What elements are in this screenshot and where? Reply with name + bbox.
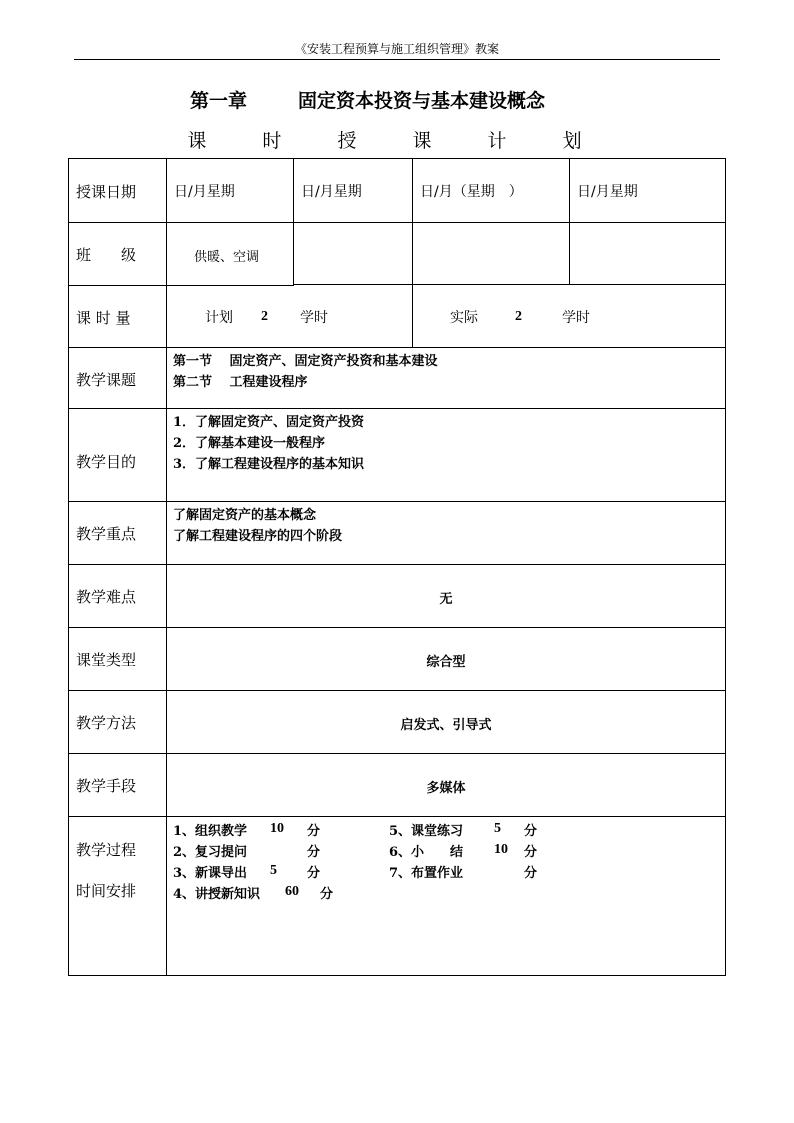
actual-label: 实际 — [450, 310, 478, 326]
row-label-schedule: 时间安排 — [76, 882, 137, 900]
row-label-means: 教学手段 — [76, 777, 137, 795]
date-cell-3: 日/月（星期 ） — [420, 184, 523, 200]
grid-line — [569, 158, 570, 285]
process-unit: 分 — [524, 866, 538, 881]
process-item: 5、课堂练习 — [389, 824, 464, 839]
chapter-title: 固定资本投资与基本建设概念 — [298, 90, 546, 112]
method-value: 启发式、引导式 — [400, 718, 492, 733]
process-minutes: 5 — [494, 821, 501, 836]
process-minutes: 60 — [285, 884, 299, 899]
document-header: 《安装工程预算与施工组织管理》教案 — [294, 42, 499, 56]
actual-unit: 学时 — [562, 310, 590, 326]
process-minutes: 10 — [494, 842, 508, 857]
row-label-objective: 教学目的 — [76, 453, 137, 471]
grid-line — [68, 158, 69, 976]
focus-line: 了解工程建设程序的四个阶段 — [173, 529, 343, 544]
chapter-number: 第一章 — [190, 91, 248, 112]
process-unit: 分 — [307, 845, 321, 860]
row-label-class: 班 级 — [76, 246, 137, 264]
planned-label: 计划 — [205, 310, 233, 326]
row-label-class-type: 课堂类型 — [76, 651, 137, 669]
date-cell-1: 日/月星期 — [174, 184, 235, 200]
grid-line — [166, 158, 167, 976]
actual-hours: 2 — [515, 309, 522, 324]
row-label-difficulty: 教学难点 — [76, 588, 137, 606]
process-unit: 分 — [307, 824, 321, 839]
process-item: 7、布置作业 — [389, 866, 464, 881]
chapter-heading — [190, 86, 545, 113]
row-label-focus: 教学重点 — [76, 525, 137, 543]
process-unit: 分 — [524, 824, 538, 839]
process-minutes: 5 — [270, 863, 277, 878]
row-label-method: 教学方法 — [76, 714, 137, 732]
means-value: 多媒体 — [426, 781, 466, 796]
topic-line: 第一节 固定资产、固定资产投资和基本建设 — [173, 354, 438, 369]
process-unit: 分 — [307, 866, 321, 881]
process-unit: 分 — [524, 845, 538, 860]
planned-unit: 学时 — [300, 310, 328, 326]
class-value: 供暖、空调 — [194, 250, 260, 265]
row-label-process: 教学过程 — [76, 841, 137, 859]
difficulty-value: 无 — [439, 592, 453, 607]
objective-line: 3．了解工程建设程序的基本知识 — [173, 457, 365, 472]
process-item: 3、新课导出 — [173, 866, 248, 881]
date-cell-2: 日/月星期 — [301, 184, 362, 200]
focus-line: 了解固定资产的基本概念 — [173, 508, 317, 523]
grid-line — [412, 158, 413, 348]
grid-line — [68, 285, 294, 286]
header-rule — [74, 59, 720, 60]
row-label-date: 授课日期 — [76, 183, 137, 201]
grid-line — [725, 158, 726, 976]
process-minutes: 10 — [270, 821, 284, 836]
process-item: 2、复习提问 — [173, 845, 248, 860]
process-unit: 分 — [320, 887, 334, 902]
topic-line: 第二节 工程建设程序 — [173, 375, 308, 390]
row-label-topic: 教学课题 — [76, 371, 137, 389]
objective-line: 2．了解基本建设一般程序 — [173, 436, 326, 451]
class-type-value: 综合型 — [426, 655, 466, 670]
date-cell-4: 日/月星期 — [577, 184, 638, 200]
grid-line — [294, 284, 726, 285]
process-item: 4、讲授新知识 — [173, 887, 261, 902]
row-label-hours: 课 时 量 — [76, 309, 131, 327]
plan-title: 课 时 授 课 计 划 — [187, 130, 607, 152]
grid-line — [293, 158, 294, 285]
process-item: 1、组织教学 — [173, 824, 248, 839]
process-item: 6、小 结 — [389, 845, 464, 860]
objective-line: 1．了解固定资产、固定资产投资 — [173, 415, 365, 430]
planned-hours: 2 — [261, 309, 268, 324]
